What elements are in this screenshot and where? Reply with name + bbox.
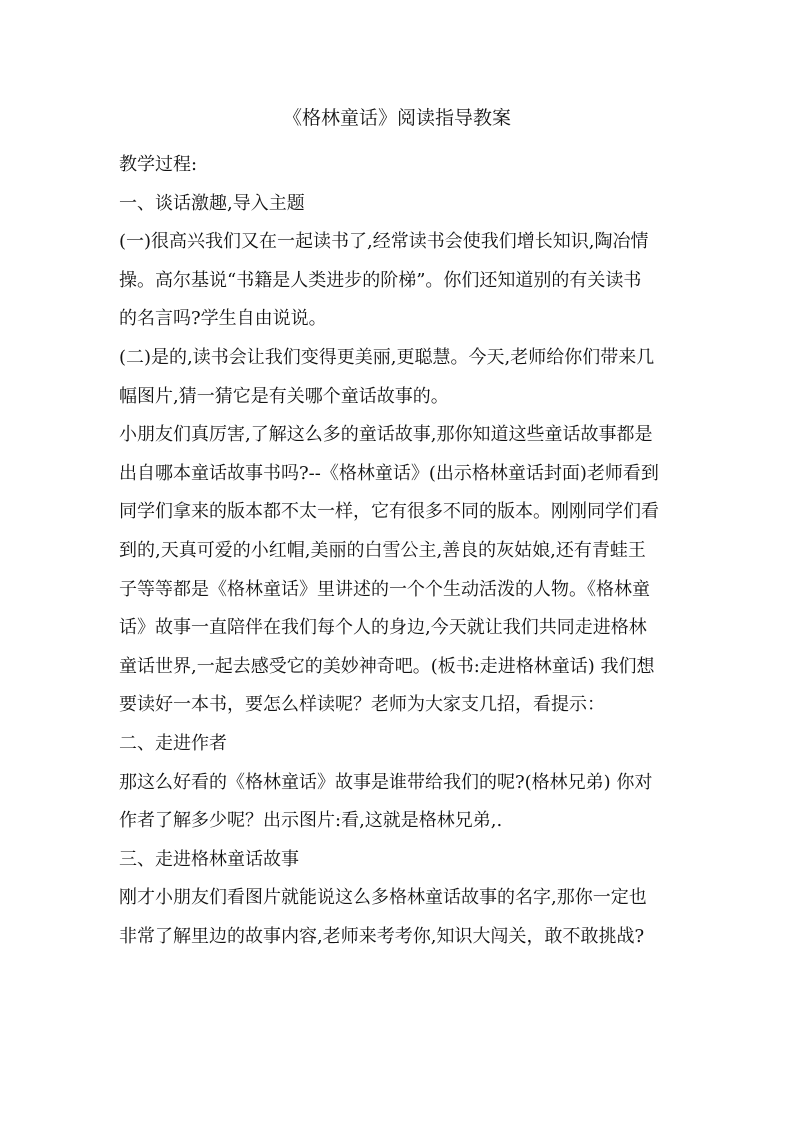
text-line: 的名言吗?学生自由说说。	[119, 308, 327, 330]
text-line: 非常了解里边的故事内容,老师来考考你,知识大闯关，敢不敢挑战?	[119, 925, 645, 947]
document-body	[119, 146, 679, 956]
text-line: 子等等都是《格林童话》里讲述的一个个生动活泼的人物。《格林童	[119, 578, 650, 600]
text-line: 要读好一本书，要怎么样读呢？老师为大家支几招，看提示：	[119, 694, 605, 716]
document-title: 《格林童话》阅读指导教案	[282, 107, 511, 129]
text-line: (二)是的,读书会让我们变得更美丽,更聪慧。今天,老师给你们带来几	[119, 346, 655, 368]
text-line: 作者了解多少呢？出示图片:看,这就是格林兄弟,.	[119, 810, 503, 832]
text-line: 小朋友们真厉害,了解这么多的童话故事,那你知道这些童话故事都是	[119, 424, 653, 446]
section-heading: 二、走进作者	[119, 732, 227, 754]
text-line: (一)很高兴我们又在一起读书了,经常读书会使我们增长知识,陶冶情	[119, 231, 649, 253]
text-line: 刚才小朋友们看图片就能说这么多格林童话故事的名字,那你一定也	[119, 887, 647, 909]
text-line: 教学过程:	[119, 154, 198, 175]
text-line: 幅图片,猜一猜它是有关哪个童话故事的。	[119, 385, 449, 407]
section-heading: 一、谈话激趣,导入主题	[119, 192, 305, 214]
text-line: 到的,天真可爱的小红帽,美丽的白雪公主,善良的灰姑娘,还有青蛙王	[119, 539, 646, 561]
text-line: 操。高尔基说“书籍是人类进步的阶梯”。你们还知道别的有关读书	[119, 269, 642, 291]
section-heading: 三、走进格林童话故事	[119, 848, 299, 870]
text-line: 同学们拿来的版本都不太一样，它有很多不同的版本。刚刚同学们看	[119, 501, 659, 523]
text-line: 那这么好看的《格林童话》故事是谁带给我们的呢?(格林兄弟) 你对	[119, 771, 653, 793]
text-line: 话》故事一直陪伴在我们每个人的身边,今天就让我们共同走进格林	[119, 617, 647, 639]
text-line: 出自哪本童话故事书吗?--《格林童话》(出示格林童话封面)老师看到	[119, 462, 659, 484]
text-line: 童话世界,一起去感受它的美妙神奇吧。(板书:走进格林童话) 我们想	[119, 655, 655, 677]
